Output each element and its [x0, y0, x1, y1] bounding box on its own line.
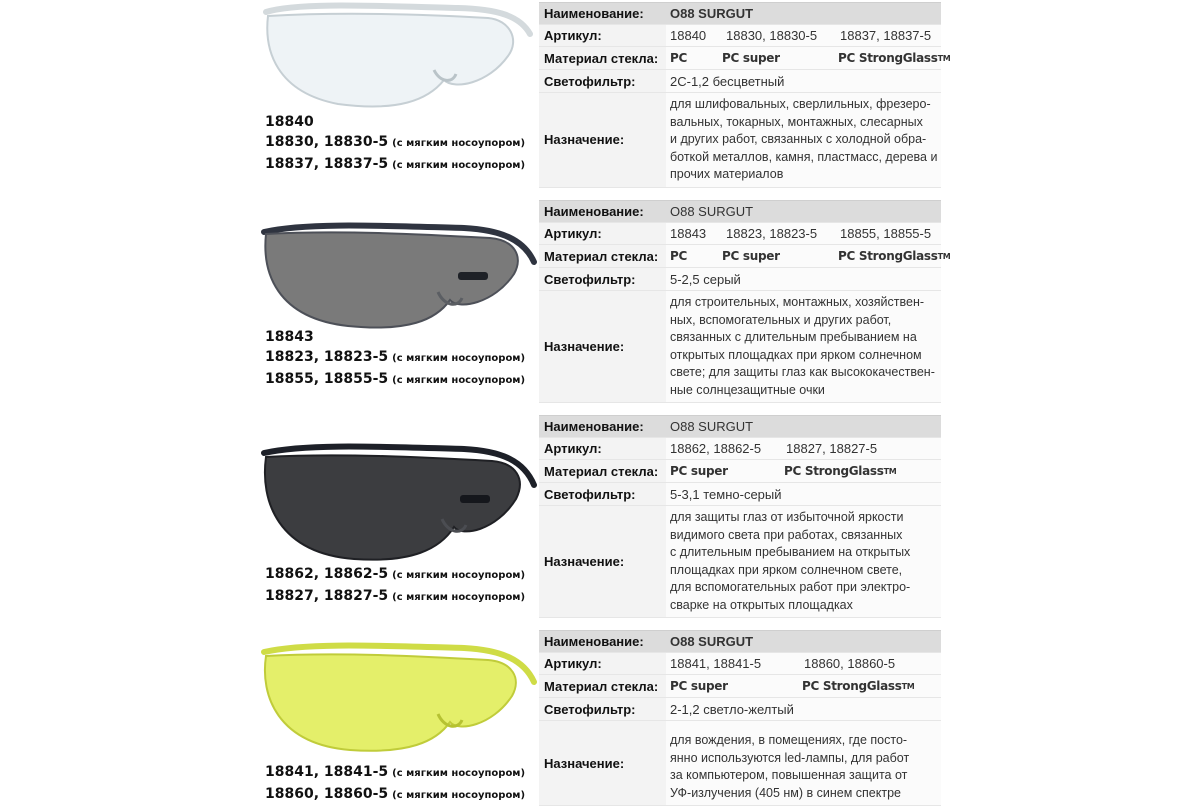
purpose-line: ных, вспомогательных и других работ, [670, 312, 892, 327]
product-code: 18860, 18860-5 [265, 786, 389, 802]
spec-label: Наименование: [539, 416, 666, 437]
product-code-line [265, 369, 525, 391]
product-code-note: (с мягким носоупором) [392, 353, 526, 364]
spec-row-article [539, 438, 941, 460]
spec-row-article [539, 25, 941, 47]
spec-table [539, 2, 951, 188]
product-code-note: (с мягким носоупором) [392, 138, 526, 149]
product-code-note: (с мягким носоупором) [392, 570, 526, 581]
spec-row-filter [539, 268, 941, 291]
product-codes [265, 762, 525, 806]
product-code: 18840 [265, 114, 314, 130]
clear-glasses-image [258, 0, 538, 112]
spec-label: Материал стекла: [539, 47, 666, 69]
purpose-text [670, 291, 937, 402]
article-value: 18837, 18837-5 [840, 28, 932, 43]
spec-row-purpose [539, 291, 941, 403]
spec-label: Артикул: [539, 438, 666, 459]
trademark: TM [901, 681, 915, 691]
spec-label: Материал стекла: [539, 245, 666, 267]
article-value: 18830, 18830-5 [726, 28, 818, 43]
spec-row-article [539, 223, 941, 245]
article-value: 18860, 18860-5 [804, 656, 896, 671]
spec-row-purpose [539, 506, 941, 618]
article-value: 18823, 18823-5 [726, 226, 818, 241]
purpose-line: янно используются led-лампы, для работ [670, 750, 910, 765]
purpose-line: для защиты глаз от избыточной яркости [670, 510, 904, 524]
spec-label: Светофильтр: [539, 268, 666, 290]
spec-label: Наименование: [539, 631, 666, 652]
purpose-line: для вспомогательных работ при электро- [670, 580, 911, 594]
product-name: O88 SURGUT [666, 631, 941, 652]
purpose-line: сварке на открытых площадках [670, 597, 853, 612]
spec-row-purpose [539, 721, 941, 806]
product-code: 18841, 18841-5 [265, 764, 389, 780]
spec-row-material [539, 460, 941, 483]
trademark: TM [883, 466, 897, 476]
product-code-line [265, 154, 525, 176]
spec-label: Светофильтр: [539, 483, 666, 505]
material-name: PC StrongGlass [784, 464, 884, 478]
purpose-line: площадках при ярком солнечном свете, [670, 562, 903, 577]
spec-row-material [539, 47, 951, 70]
material-value: PC super [722, 249, 780, 263]
product-code-line [265, 784, 525, 806]
spec-row-filter [539, 698, 941, 721]
article-value: 18862, 18862-5 [670, 441, 762, 456]
spec-label: Наименование: [539, 3, 666, 24]
spec-label: Наименование: [539, 201, 666, 222]
spec-row-material [539, 245, 951, 268]
spec-row-filter [539, 70, 941, 93]
material-value [802, 675, 914, 697]
purpose-line: прочих материалов [670, 167, 784, 181]
spec-row-purpose [539, 93, 941, 188]
spec-row-article [539, 653, 941, 675]
material-value: PC super [670, 679, 728, 693]
product-code-line [265, 762, 525, 784]
spec-label: Назначение: [539, 291, 666, 402]
purpose-line: видимого света при работах, связанных [670, 527, 903, 542]
spec-label: Артикул: [539, 653, 666, 674]
purpose-line: ные солнцезащитные очки [670, 382, 825, 397]
spec-row-material [539, 675, 941, 698]
material-value: PC super [670, 464, 728, 478]
spec-table [539, 415, 941, 618]
product-code: 18827, 18827-5 [265, 588, 389, 604]
filter-value: 5-2,5 серый [666, 268, 941, 290]
material-value: PC [670, 249, 688, 263]
product-codes [265, 327, 525, 391]
product-code-line [265, 132, 525, 154]
product-code-line [265, 112, 525, 132]
purpose-line: вальных, токарных, монтажных, слесарных [670, 114, 923, 129]
purpose-line: для вождения, в помещениях, где посто- [670, 733, 908, 747]
trademark: TM [937, 251, 951, 261]
purpose-line: и других работ, связанных с холодной обра- [670, 132, 927, 146]
product-code: 18862, 18862-5 [265, 566, 389, 582]
spec-label: Материал стекла: [539, 675, 666, 697]
spec-table [539, 200, 951, 403]
product-name: O88 SURGUT [666, 201, 941, 222]
product-name: O88 SURGUT [666, 416, 941, 437]
material-value [838, 245, 950, 267]
purpose-line: для шлифовальных, сверлильных, фрезеро- [670, 97, 931, 111]
article-value: 18855, 18855-5 [840, 226, 932, 241]
purpose-text [670, 729, 911, 805]
product-codes [265, 112, 525, 176]
dark-grey-glasses-image [258, 435, 538, 567]
filter-value: 2-1,2 светло-желтый [666, 698, 941, 720]
yellow-glasses-image [258, 634, 538, 756]
spec-label: Артикул: [539, 25, 666, 46]
product-code: 18830, 18830-5 [265, 134, 389, 150]
article-value: 18843 [670, 226, 707, 241]
product-code-note: (с мягким носоупором) [392, 790, 526, 801]
material-name: PC StrongGlass [838, 249, 938, 263]
material-value: PC [670, 51, 688, 65]
filter-value: 5-3,1 темно-серый [666, 483, 941, 505]
spec-label: Назначение: [539, 506, 666, 617]
spec-row-name [539, 630, 941, 653]
spec-label: Светофильтр: [539, 70, 666, 92]
product-name: O88 SURGUT [666, 3, 941, 24]
material-value: PC super [722, 51, 780, 65]
purpose-line: УФ-излучения (405 нм) в синем спектре [670, 785, 901, 800]
spec-label: Артикул: [539, 223, 666, 244]
purpose-line: свете; для защиты глаз как высококачествен- [670, 365, 935, 379]
purpose-line: открытых площадках при ярком солнечном [670, 347, 922, 362]
article-value: 18827, 18827-5 [786, 441, 878, 456]
material-value [784, 460, 896, 482]
product-code-line [265, 586, 525, 608]
material-name: PC StrongGlass [802, 679, 902, 693]
product-code-line [265, 564, 525, 586]
product-code-line [265, 347, 525, 369]
spec-table [539, 630, 941, 806]
spec-row-name [539, 200, 941, 223]
purpose-line: за компьютером, повышенная защита от [670, 768, 908, 782]
article-value: 18841, 18841-5 [670, 656, 762, 671]
spec-label: Назначение: [539, 721, 666, 805]
purpose-line: боткой металлов, камня, пластмасс, дерева и [670, 149, 938, 164]
trademark: TM [937, 53, 951, 63]
spec-label: Материал стекла: [539, 460, 666, 482]
material-value [838, 47, 950, 69]
spec-label: Назначение: [539, 93, 666, 187]
product-code-note: (с мягким носоупором) [392, 768, 526, 779]
product-code-note: (с мягким носоупором) [392, 160, 526, 171]
product-code: 18823, 18823-5 [265, 349, 389, 365]
purpose-text [670, 506, 912, 617]
product-code-note: (с мягким носоупором) [392, 592, 526, 603]
product-code-note: (с мягким носоупором) [392, 375, 526, 386]
material-name: PC StrongGlass [838, 51, 938, 65]
purpose-line: с длительным пребыванием на открытых [670, 545, 911, 559]
product-code-line [265, 327, 525, 347]
grey-glasses-image [258, 214, 538, 334]
purpose-line: для строительных, монтажных, хозяйствен- [670, 295, 925, 309]
article-value: 18840 [670, 28, 707, 43]
spec-row-name [539, 415, 941, 438]
product-code: 18843 [265, 329, 314, 345]
filter-value: 2С-1,2 бесцветный [666, 70, 941, 92]
spec-row-filter [539, 483, 941, 506]
spec-label: Светофильтр: [539, 698, 666, 720]
product-code: 18837, 18837-5 [265, 156, 389, 172]
product-codes [265, 564, 525, 608]
product-code: 18855, 18855-5 [265, 371, 389, 387]
purpose-line: связанных с длительным пребыванием на [670, 330, 917, 344]
purpose-text [670, 93, 939, 187]
spec-row-name [539, 2, 941, 25]
